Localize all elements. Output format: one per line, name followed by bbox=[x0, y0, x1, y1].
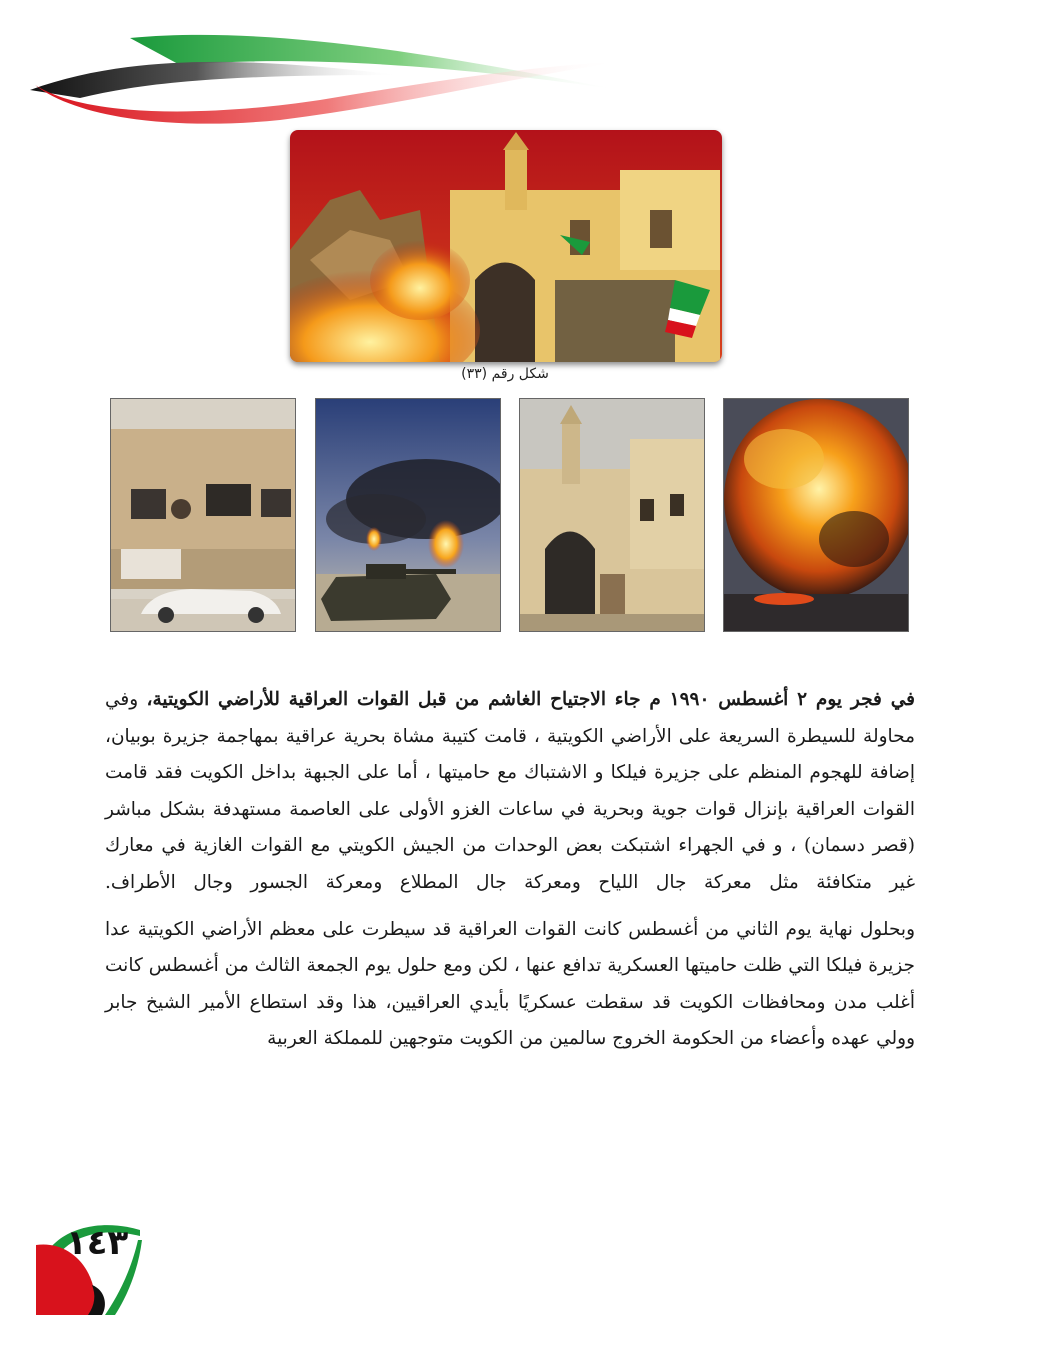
thumbnail-palace-gate bbox=[519, 398, 705, 632]
paragraph-2: وبحلول نهاية يوم الثاني من أغسطس كانت القوات العراقية قد سيطرت على معظم الأراضي الكويتية عدا جزيرة فيلكا التي ظلت حاميتها العسكرية تدافع عنها ، لكن ومع حلول يوم الجمعة الثالث من أغسطس كانت أغلب مدن ومحافظات الكويت قد سقطت عسكريًا بأيدي العراقيين، هذا وقد استطاع الأمير الشيخ جابر وولي عهده وأعضاء من الحكومة الخروج سالمين من الكويت متوجهين للمملكة العربية bbox=[105, 918, 915, 1050]
main-figure-caption: شكل رقم (٣٣) bbox=[461, 366, 549, 382]
thumbnail-damaged-building bbox=[110, 398, 296, 632]
thumbnail-burning-oil-well bbox=[723, 398, 909, 632]
paragraph-1-body: وفي محاولة للسيطرة السريعة على الأراضي الكويتية ، قامت كتيبة مشاة بحرية عراقية بمهاجمة جزيرة بوبيان، إضافة للهجوم المنظم على جزيرة فيلكا و الاشتباك مع حاميتها ، أما على الجبهة بداخل الكويت فقد قامت القوات العراقية بإنزال قوات جوية وبحرية في ساعات الغزو الأولى على العاصمة مستهدفة بشكل مباشر (قصر دسمان) ، و في الجهراء اشتبكت بعض الوحدات من الجيش الكويتي مع القوات الغازية في معارك غير متكافئة مثل معركة جال اللياح ومعركة جال المطلاع ومعركة الجسور وجال الأطراف. bbox=[105, 689, 915, 893]
main-collage-photo bbox=[290, 130, 722, 362]
thumbnail-tank-oil-fires bbox=[315, 398, 501, 632]
paragraph-1-lead: في فجر يوم ٢ أغسطس ١٩٩٠ م جاء الاجتياح الغاشم من قبل القوات العراقية للأراضي الكويتية، bbox=[146, 689, 915, 710]
page-number: ١٤٣ bbox=[66, 1223, 129, 1263]
flag-ribbon-header bbox=[20, 20, 640, 130]
article-body bbox=[105, 682, 915, 1058]
paragraph-1 bbox=[105, 682, 915, 902]
